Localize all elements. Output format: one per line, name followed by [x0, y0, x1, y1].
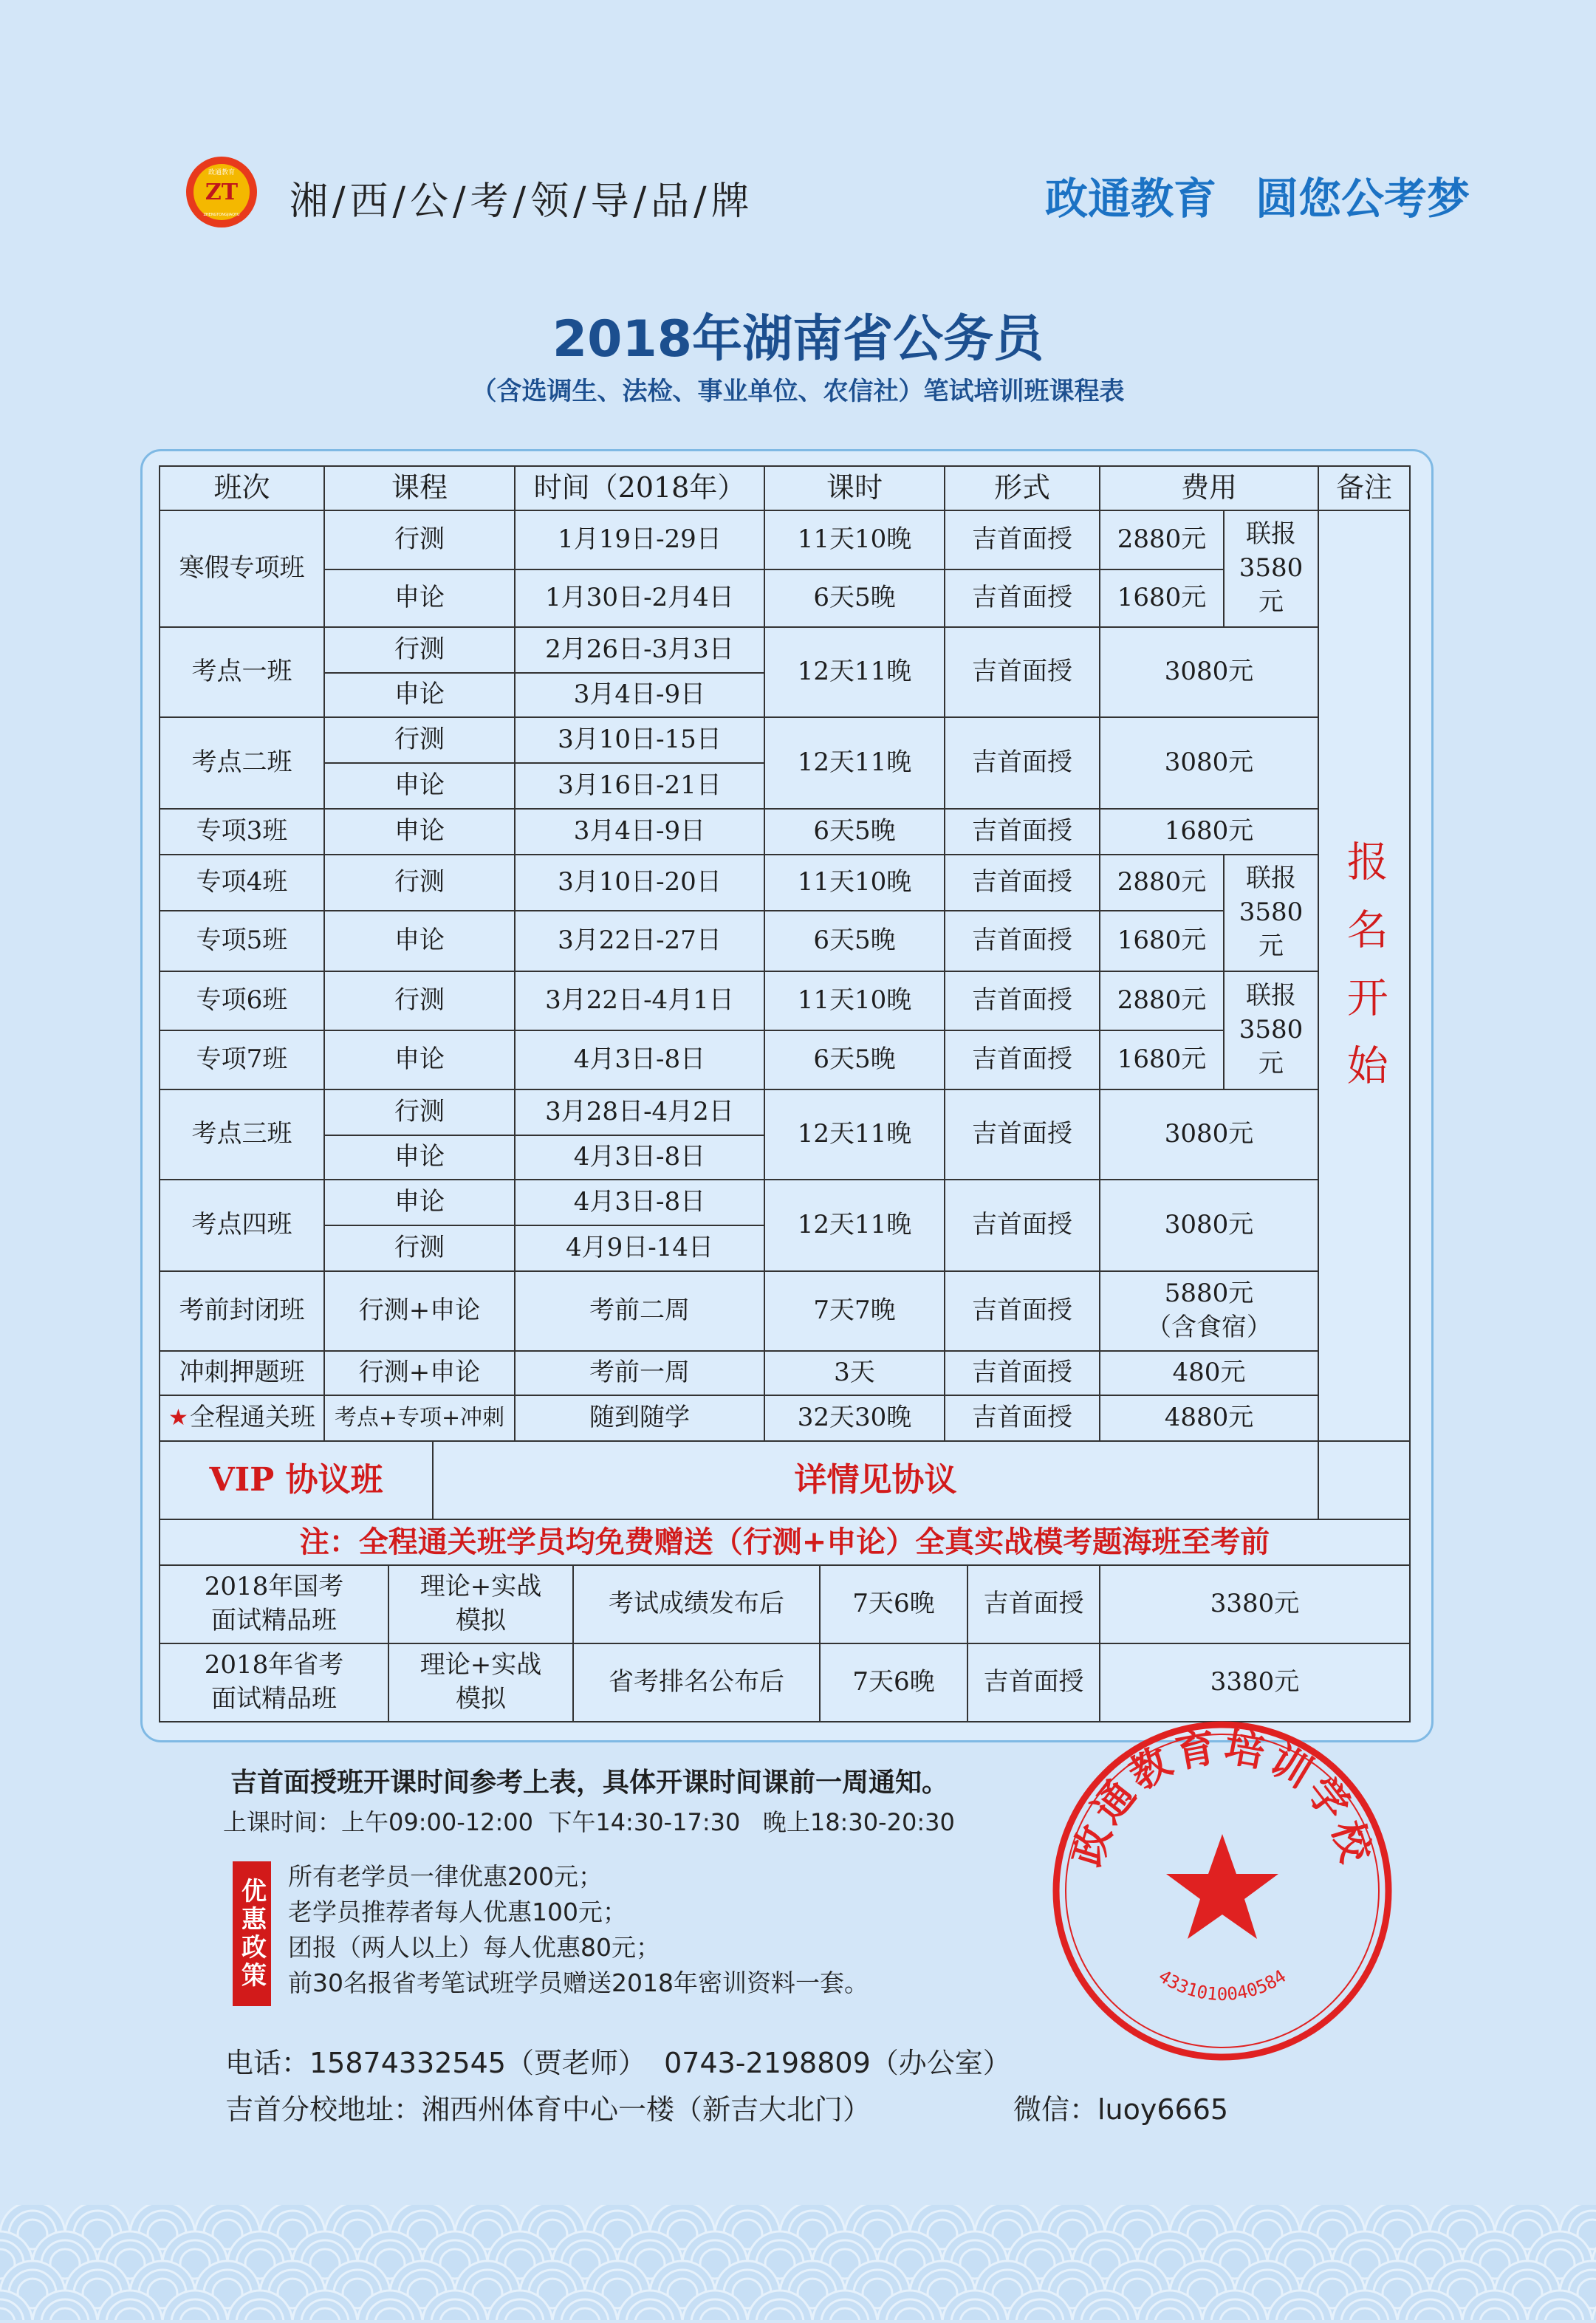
hours-cell: 11天10晚 — [764, 971, 945, 1031]
wechat-id: 微信：luoy6665 — [1013, 2093, 1229, 2126]
header-format: 形式 — [944, 465, 1100, 511]
header-course: 课程 — [323, 465, 516, 511]
time-cell: 1月30日-2月4日 — [514, 569, 765, 628]
interview-hours-cell: 7天6晚 — [819, 1643, 968, 1722]
time-cell: 4月3日-8日 — [514, 1030, 765, 1090]
course-cell: 申论 — [323, 1030, 516, 1090]
hours-cell: 7天7晚 — [764, 1270, 945, 1352]
time-cell: 3月28日-4月2日 — [514, 1089, 765, 1136]
time-cell: 3月16日-21日 — [514, 762, 765, 810]
header-slogan: 湘/西/公/考/领/导/品/牌 — [290, 179, 754, 224]
course-cell: 申论 — [323, 569, 516, 628]
policy-item: 所有老学员一律优惠200元； — [288, 1862, 603, 1891]
stamp-number: 4331010040584 — [1154, 1966, 1290, 2005]
combo-fee-cell: 联报 3580 元 — [1223, 971, 1319, 1090]
format-cell: 吉首面授 — [944, 854, 1100, 911]
header-brand: 政通教育 — [1045, 174, 1217, 224]
class-cell — [159, 1395, 325, 1442]
hours-cell: 11天10晚 — [764, 854, 945, 911]
class-cell: 专项3班 — [159, 808, 325, 855]
school-address: 吉首分校地址：湘西州体育中心一楼（新吉大北门） — [225, 2093, 871, 2126]
course-cell: 行测+申论 — [323, 1350, 516, 1396]
interview-format-cell: 吉首面授 — [967, 1643, 1100, 1722]
star-icon: ★ — [168, 1404, 188, 1431]
header-fee: 费用 — [1099, 465, 1319, 511]
format-cell: 吉首面授 — [944, 971, 1100, 1031]
header-brand-slogan: 圆您公考梦 — [1256, 174, 1470, 224]
course-cell: 申论 — [323, 1135, 516, 1180]
remark-text: 报名开始 — [1340, 840, 1388, 1112]
interview-fee-cell: 3380元 — [1099, 1564, 1411, 1644]
fee-cell: 1680元 — [1099, 1030, 1225, 1090]
hours-cell: 6天5晚 — [764, 1030, 945, 1090]
fee-cell: 3080元 — [1099, 1089, 1319, 1180]
fee-cell: 2880元 — [1099, 510, 1225, 570]
interview-time-cell: 考试成绩发布后 — [572, 1564, 821, 1644]
time-cell: 随到随学 — [514, 1395, 765, 1442]
class-cell: 专项6班 — [159, 971, 325, 1031]
policy-item: 前30名报省考笔试班学员赠送2018年密训资料一套。 — [288, 1968, 869, 1997]
time-cell: 考前一周 — [514, 1350, 765, 1396]
course-cell: 行测+申论 — [323, 1270, 516, 1352]
school-stamp — [1049, 1717, 1396, 2064]
interview-class-cell: 2018年国考 面试精品班 — [159, 1564, 389, 1644]
policy-label: 优惠政策 — [236, 1878, 267, 1990]
class-label: 全程通关班 — [189, 1403, 315, 1433]
header-time: 时间（2018年） — [514, 465, 765, 511]
format-cell: 吉首面授 — [944, 1030, 1100, 1090]
class-cell: 考点一班 — [159, 626, 325, 718]
class-cell: 考点二班 — [159, 716, 325, 810]
format-cell: 吉首面授 — [944, 1350, 1100, 1396]
policy-list — [288, 1859, 869, 2001]
hours-cell: 6天5晚 — [764, 808, 945, 855]
fee-cell: 1680元 — [1099, 569, 1225, 628]
hours-cell: 12天11晚 — [764, 1179, 945, 1272]
time-cell: 4月3日-8日 — [514, 1135, 765, 1180]
logo-top-text: 政通教育 — [208, 169, 236, 177]
format-cell: 吉首面授 — [944, 510, 1100, 570]
interview-course-cell: 理论+实战 模拟 — [388, 1564, 574, 1644]
hours-cell: 6天5晚 — [764, 569, 945, 628]
remark-cell — [1318, 510, 1411, 1442]
interview-class-cell: 2018年省考 面试精品班 — [159, 1643, 389, 1722]
course-cell: 考点+专项+冲刺 — [323, 1395, 516, 1442]
time-cell: 3月22日-27日 — [514, 910, 765, 972]
course-cell: 行测 — [323, 716, 516, 764]
course-cell: 申论 — [323, 808, 516, 855]
class-cell: 考点四班 — [159, 1179, 325, 1272]
fee-cell: 480元 — [1099, 1350, 1319, 1396]
vip-detail: 详情见协议 — [432, 1440, 1319, 1520]
class-time: 上课时间：上午09:00-12:00 下午14:30-17:30 晚上18:30-20:30 — [223, 1808, 955, 1836]
combo-fee-cell: 联报 3580 元 — [1223, 854, 1319, 972]
class-cell: 冲刺押题班 — [159, 1350, 325, 1396]
course-cell: 行测 — [323, 1225, 516, 1272]
combo-fee-cell: 联报 3580 元 — [1223, 510, 1319, 628]
format-cell: 吉首面授 — [944, 626, 1100, 718]
fee-cell: 1680元 — [1099, 808, 1319, 855]
stamp-text: 政通教育培训学校 — [1064, 1722, 1381, 1872]
hours-cell: 3天 — [764, 1350, 945, 1396]
header-remark: 备注 — [1318, 465, 1411, 511]
course-cell: 行测 — [323, 1089, 516, 1136]
time-cell: 1月19日-29日 — [514, 510, 765, 570]
class-cell: 专项7班 — [159, 1030, 325, 1090]
hours-cell: 12天11晚 — [764, 1089, 945, 1180]
format-cell: 吉首面授 — [944, 569, 1100, 628]
star-icon — [1166, 1834, 1278, 1939]
format-cell: 吉首面授 — [944, 1270, 1100, 1352]
hours-cell: 32天30晚 — [764, 1395, 945, 1442]
format-cell: 吉首面授 — [944, 910, 1100, 972]
interview-course-cell: 理论+实战 模拟 — [388, 1643, 574, 1722]
time-cell: 3月4日-9日 — [514, 808, 765, 855]
time-cell: 3月10日-15日 — [514, 716, 765, 764]
hours-cell: 11天10晚 — [764, 510, 945, 570]
format-cell: 吉首面授 — [944, 1089, 1100, 1180]
course-cell: 申论 — [323, 672, 516, 718]
hours-cell: 12天11晚 — [764, 716, 945, 810]
format-cell: 吉首面授 — [944, 808, 1100, 855]
logo-bottom-text: ZHENGTONGJIAOYU — [203, 213, 240, 217]
fee-cell: 3080元 — [1099, 1179, 1319, 1272]
vip-label: VIP 协议班 — [159, 1440, 434, 1520]
note-row: 注：全程通关班学员均免费赠送（行测+申论）全真实战模考题海班至考前 — [159, 1519, 1411, 1566]
fee-cell: 5880元 （含食宿） — [1099, 1270, 1319, 1352]
fee-cell: 2880元 — [1099, 854, 1225, 911]
course-cell: 行测 — [323, 971, 516, 1031]
time-cell: 3月4日-9日 — [514, 672, 765, 718]
format-cell: 吉首面授 — [944, 716, 1100, 810]
fee-cell: 2880元 — [1099, 971, 1225, 1031]
time-cell: 2月26日-3月3日 — [514, 626, 765, 674]
wave-pattern — [0, 2205, 1596, 2320]
logo-text: ZT — [205, 179, 239, 205]
time-cell: 4月3日-8日 — [514, 1179, 765, 1226]
class-cell: 考点三班 — [159, 1089, 325, 1180]
interview-hours-cell: 7天6晚 — [819, 1564, 968, 1644]
time-cell: 3月22日-4月1日 — [514, 971, 765, 1031]
policy-badge — [233, 1861, 271, 2006]
time-cell: 4月9日-14日 — [514, 1225, 765, 1272]
course-cell: 行测 — [323, 626, 516, 674]
policy-item: 老学员推荐者每人优惠100元； — [288, 1898, 627, 1926]
vip-remark-cell — [1318, 1440, 1411, 1520]
fee-cell: 4880元 — [1099, 1395, 1319, 1442]
class-cell: 寒假专项班 — [159, 510, 325, 628]
course-cell: 申论 — [323, 1179, 516, 1226]
format-cell: 吉首面授 — [944, 1395, 1100, 1442]
header-hours: 课时 — [764, 465, 945, 511]
class-cell: 专项5班 — [159, 910, 325, 972]
format-cell: 吉首面授 — [944, 1179, 1100, 1272]
page-title: 2018年湖南省公务员 — [552, 310, 1044, 369]
time-cell: 3月10日-20日 — [514, 854, 765, 911]
interview-fee-cell: 3380元 — [1099, 1643, 1411, 1722]
fee-cell: 1680元 — [1099, 910, 1225, 972]
fee-cell: 3080元 — [1099, 716, 1319, 810]
course-cell: 申论 — [323, 762, 516, 810]
course-cell: 行测 — [323, 510, 516, 570]
fee-cell: 3080元 — [1099, 626, 1319, 718]
page-subtitle: （含选调生、法检、事业单位、农信社）笔试培训班课程表 — [471, 377, 1125, 406]
course-cell: 行测 — [323, 854, 516, 911]
schedule-notice: 吉首面授班开课时间参考上表，具体开课时间课前一周通知。 — [230, 1768, 949, 1798]
header-class: 班次 — [159, 465, 325, 511]
contact-phone: 电话：15874332545（贾老师） 0743-2198809（办公室） — [225, 2047, 1011, 2079]
course-cell: 申论 — [323, 910, 516, 972]
class-cell: 考前封闭班 — [159, 1270, 325, 1352]
interview-time-cell: 省考排名公布后 — [572, 1643, 821, 1722]
interview-format-cell: 吉首面授 — [967, 1564, 1100, 1644]
hours-cell: 6天5晚 — [764, 910, 945, 972]
class-cell: 专项4班 — [159, 854, 325, 911]
svg-text:4331010040584 — [1155, 1966, 1290, 2005]
hours-cell: 12天11晚 — [764, 626, 945, 718]
time-cell: 考前二周 — [514, 1270, 765, 1352]
policy-item: 团报（两人以上）每人优惠80元； — [288, 1933, 660, 1962]
